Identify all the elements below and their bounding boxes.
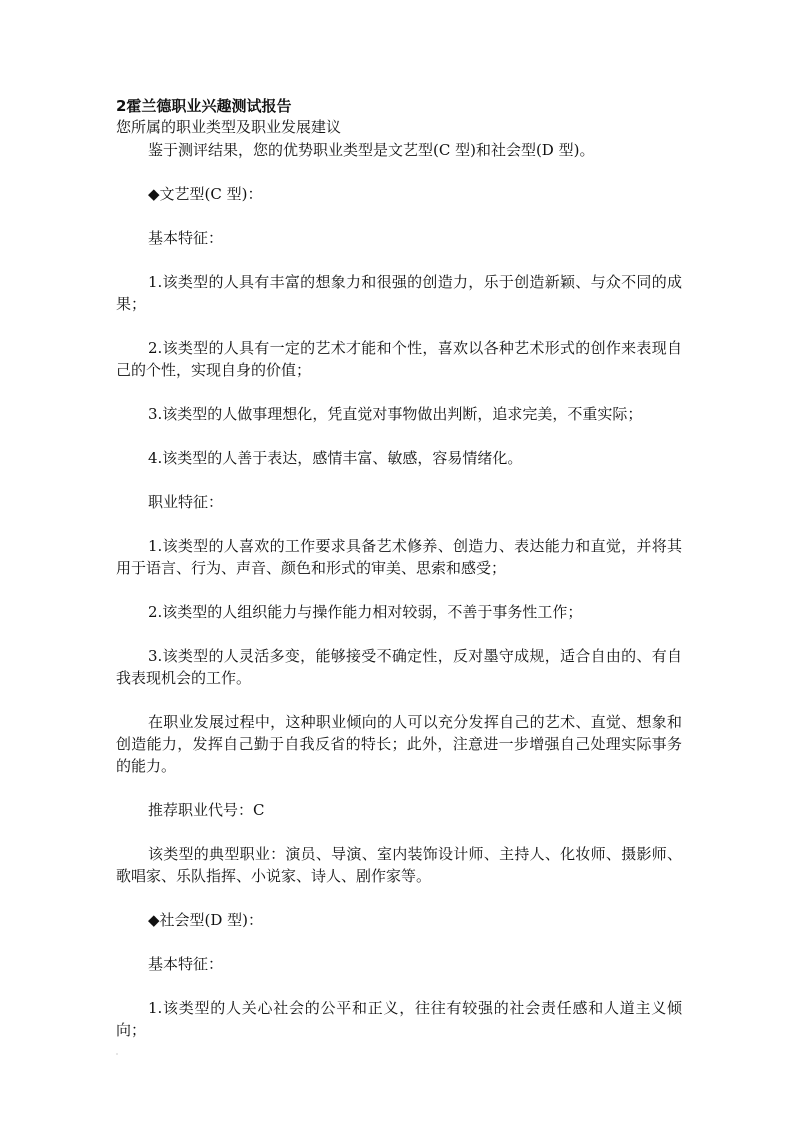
basic-feature-c-4: 4.该类型的人善于表达，感情丰富、敏感，容易情绪化。: [148, 449, 523, 467]
career-feature-c-3: 3.该类型的人灵活多变，能够接受不确定性，反对墨守成规，适合自由的、有自我表现机会的工作。: [116, 647, 682, 687]
subheading-basic-features-c: 基本特征：: [148, 229, 224, 247]
section-heading-c-type: ◆文艺型(C 型)：: [148, 185, 263, 203]
career-advice-paragraph: 在职业发展过程中，这种职业倾向的人可以充分发挥自己的艺术、直觉、想象和创造能力，发挥自己勤于自我反省的特长；此外，注意进一步增强自己处理实际事务的能力。: [116, 713, 682, 775]
document-subtitle: 您所属的职业类型及职业发展建议: [116, 118, 342, 136]
basic-feature-c-2: 2.该类型的人具有一定的艺术才能和个性，喜欢以各种艺术形式的创作来表现自己的个性，实现自身的价值；: [116, 339, 682, 379]
basic-feature-c-1: 1.该类型的人具有丰富的想象力和很强的创造力，乐于创造新颖、与众不同的成果；: [116, 273, 682, 313]
document-body: [116, 96, 682, 1041]
subheading-basic-features-d: 基本特征：: [148, 955, 224, 973]
subheading-career-features-c: 职业特征：: [148, 493, 224, 511]
basic-feature-c-3: 3.该类型的人做事理想化，凭直觉对事物做出判断，追求完美，不重实际；: [148, 405, 643, 423]
basic-feature-d-1: 1.该类型的人关心社会的公平和正义，往往有较强的社会责任感和人道主义倾向；: [116, 999, 682, 1039]
section-heading-d-type: ◆社会型(D 型)：: [148, 911, 264, 929]
recommended-career-code: 推荐职业代号：C: [148, 801, 265, 819]
page-footer-mark: [116, 1053, 118, 1055]
career-feature-c-1: 1.该类型的人喜欢的工作要求具备艺术修养、创造力、表达能力和直觉，并将其用于语言、行为、声音、颜色和形式的审美、思索和感受；: [116, 537, 682, 577]
typical-occupations-c: 该类型的典型职业：演员、导演、室内装饰设计师、主持人、化妆师、摄影师、歌唱家、乐队指挥、小说家、诗人、剧作家等。: [116, 845, 682, 885]
career-feature-c-2: 2.该类型的人组织能力与操作能力相对较弱，不善于事务性工作；: [148, 603, 583, 621]
document-title: 2霍兰德职业兴趣测试报告: [116, 97, 292, 115]
result-summary-paragraph: 鉴于测评结果，您的优势职业类型是文艺型(C 型)和社会型(D 型)。: [148, 141, 595, 159]
